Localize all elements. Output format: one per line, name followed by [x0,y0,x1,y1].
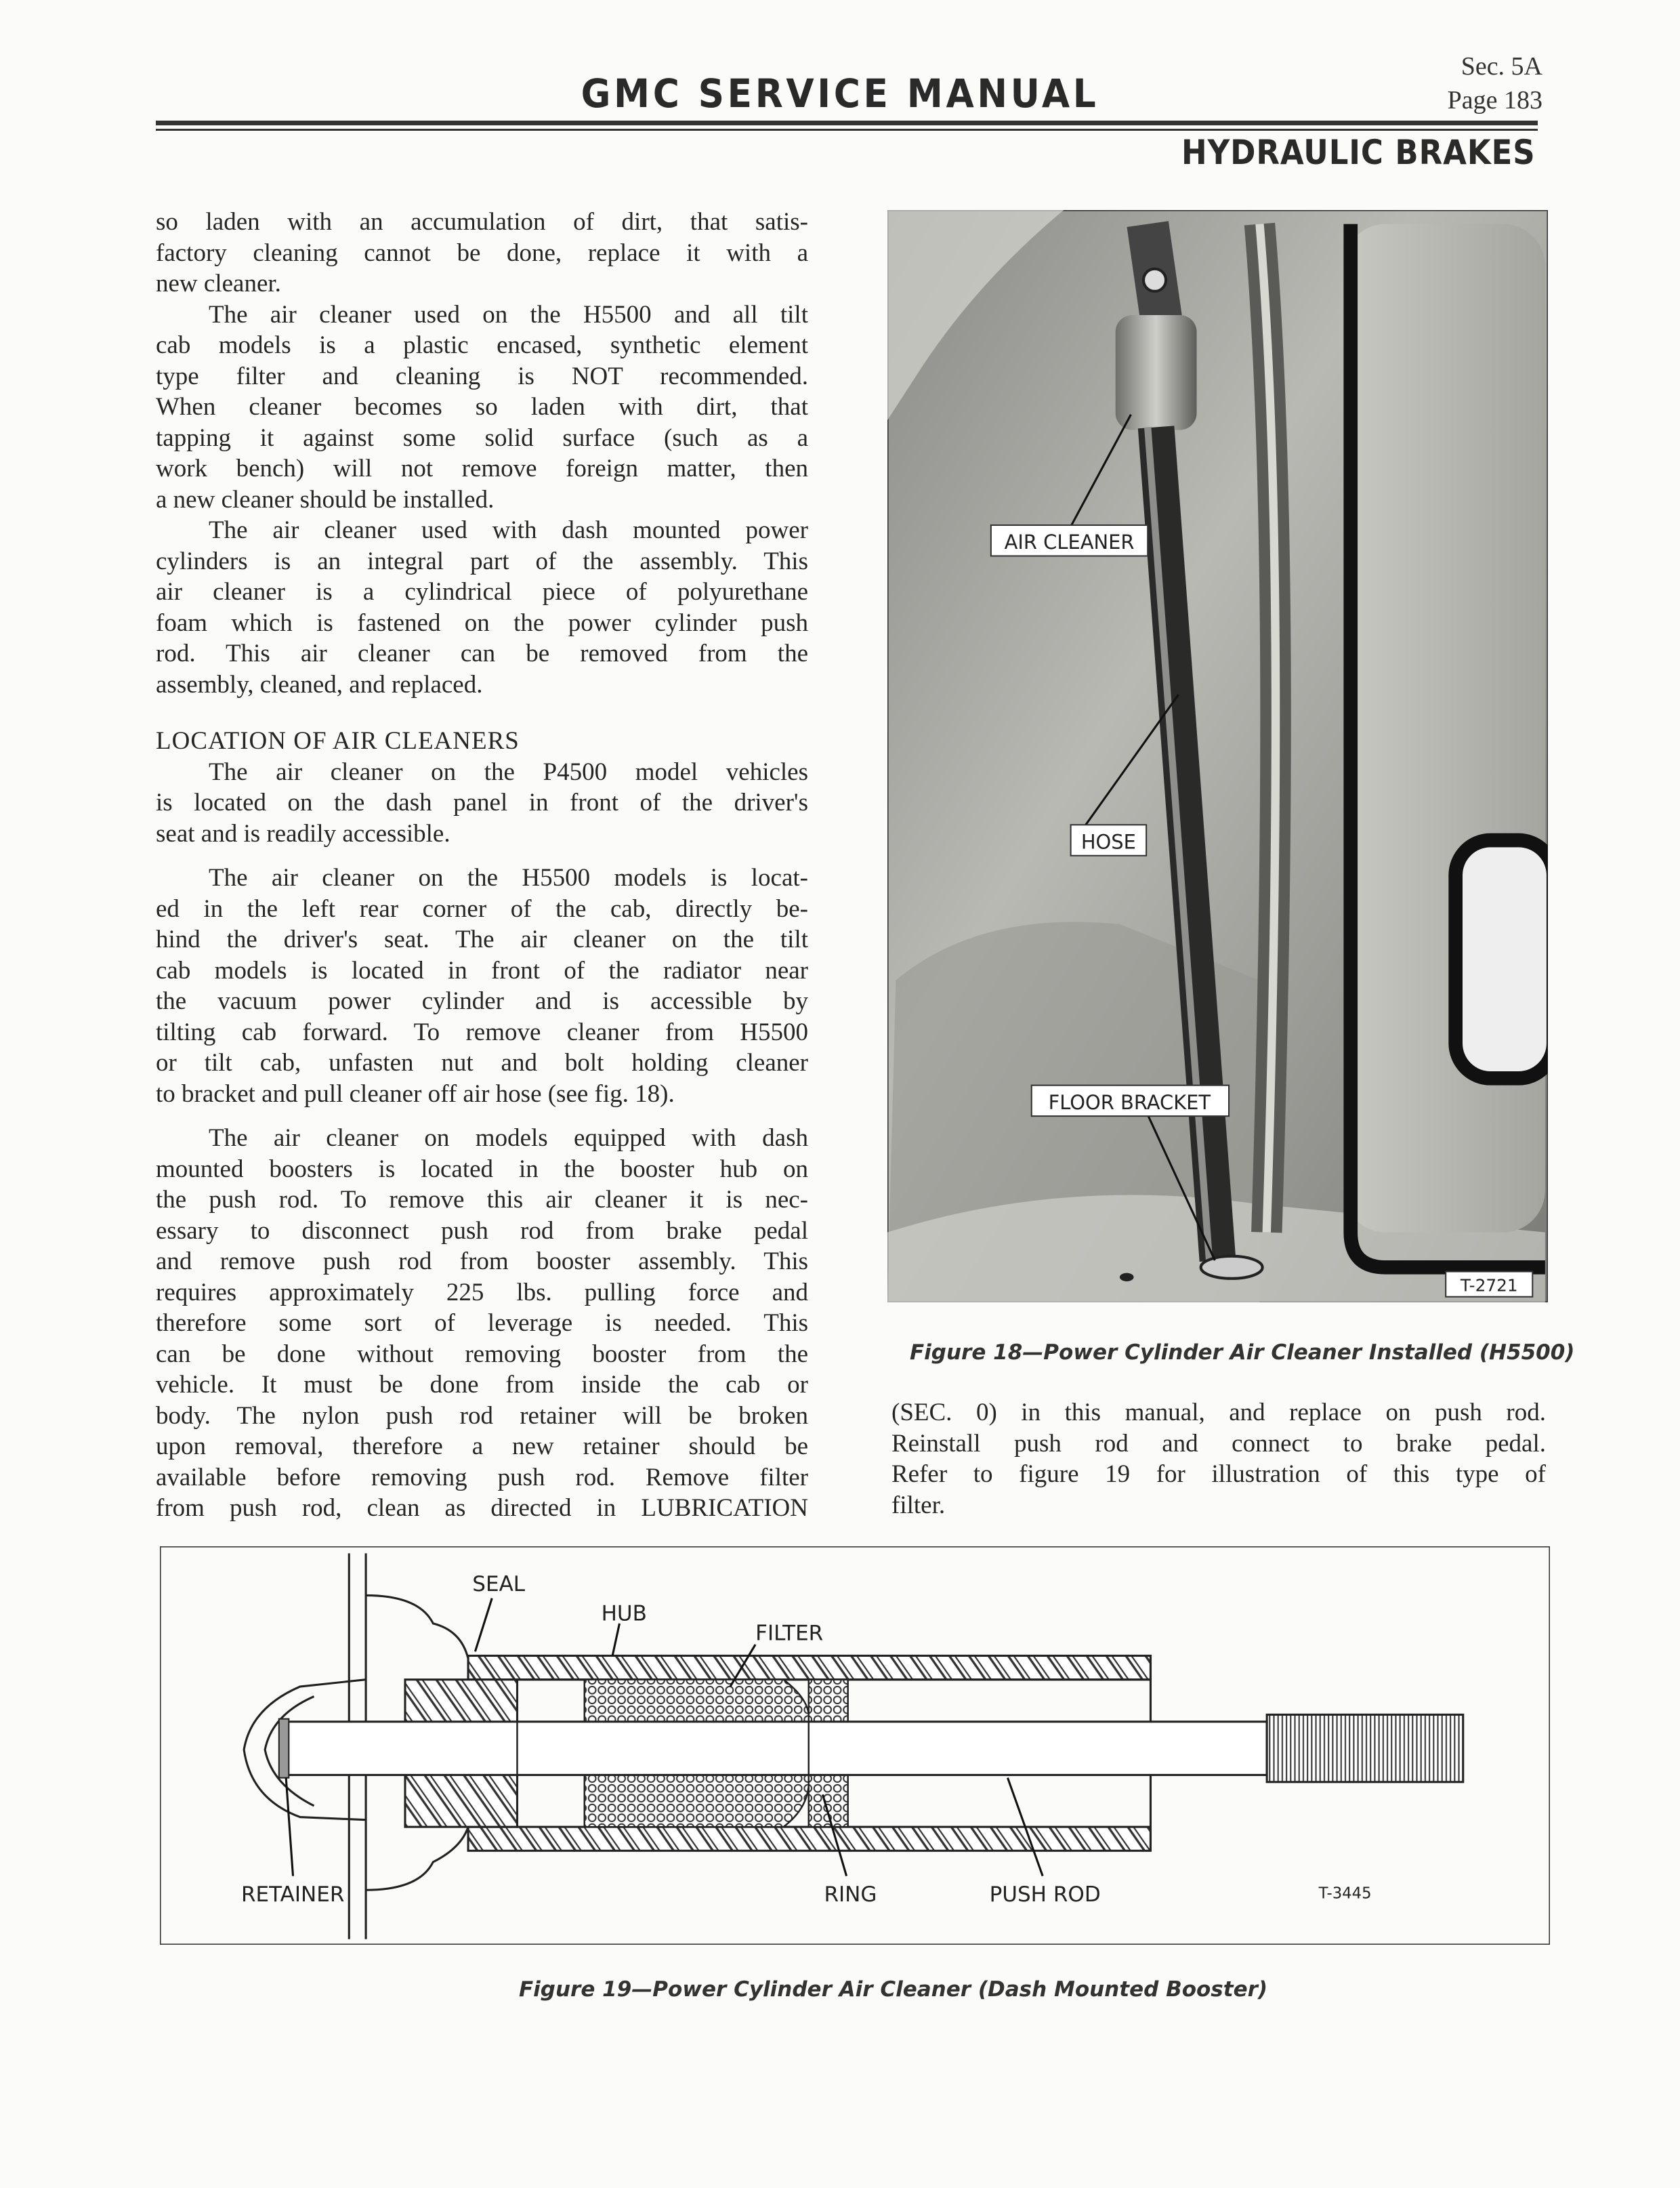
text-line: or tilt cab, unfasten nut and bolt holding cleaner [156,1049,808,1077]
text-line: body. The nylon push rod retainer will be broken [156,1401,808,1430]
figure-18-caption: Figure 18—Power Cylinder Air Cleaner Installed (H5500) [910,1340,1575,1365]
text-line: and remove push rod from booster assembly. This [156,1247,808,1275]
svg-text:HOSE: HOSE [1080,830,1136,854]
text-line: essary to disconnect push rod from brake pedal [156,1216,808,1245]
text-line: work bench) will not remove foreign matter, then [156,455,808,482]
text-line: the push rod. To remove this air cleaner it is nec- [156,1186,808,1214]
text-line: requires approximately 225 lbs. pulling force and [156,1278,808,1306]
text-line: When cleaner becomes so laden with dirt, that [156,393,808,421]
text-line: type filter and cleaning is NOT recommended. [156,362,808,390]
text-line: rod. This air cleaner can be removed from the [156,640,808,667]
text-line: cab models is a plastic encased, synthetic element [156,331,808,359]
text-line: filter. [891,1491,946,1519]
text-line: cylinders is an integral part of the assembly. This [156,547,808,575]
text-line: new cleaner. [156,270,281,297]
figure-19-caption: Figure 19—Power Cylinder Air Cleaner (Dash Mounted Booster) [519,1977,1268,2002]
text-line: The air cleaner on the P4500 model vehicles [209,758,808,786]
label-air-cleaner [991,525,1148,556]
text-line: Reinstall push rod and connect to brake pedal. [891,1429,1546,1458]
paragraph [156,1123,808,1524]
figure-code [1446,1272,1532,1297]
text-line: the vacuum power cylinder and is accessible by [156,987,808,1015]
text-line: Refer to figure 19 for illustration of this type of [891,1460,1546,1488]
page-number: Page 183 [1447,86,1542,115]
text-line: The air cleaner used with dash mounted power [209,516,808,544]
text-line: a new cleaner should be installed. [156,485,495,514]
svg-text:T-2721: T-2721 [1460,1275,1518,1296]
text-line: ed in the left rear corner of the cab, directly be- [156,894,808,923]
text-line: so laden with an accumulation of dirt, that satis- [156,208,808,236]
left-column [156,207,808,1524]
section-number: Sec. 5A [1461,52,1542,81]
text-line: tilting cab forward. To remove cleaner from H5500 [156,1018,808,1046]
label-retainer: RETAINER [240,1882,345,1907]
text-line: assembly, cleaned, and replaced. [156,670,483,699]
text-line: therefore some sort of leverage is needed. This [156,1309,808,1337]
paragraph [156,863,808,1109]
section-heading: LOCATION OF AIR CLEANERS [156,727,520,755]
label-hose [1071,825,1147,855]
text-line: available before removing push rod. Remove filter [156,1463,808,1491]
paragraph [156,300,808,516]
figure-18-photo [887,210,1548,1302]
text-line: foam which is fastened on the power cylinder push [156,608,808,637]
label-seal: SEAL [472,1572,526,1597]
text-line: The air cleaner used on the H5500 and all tilt [209,300,808,329]
text-line: factory cleaning cannot be done, replace it with a [156,239,808,267]
manual-title: GMC SERVICE MANUAL [581,70,1099,117]
header-rule-thin [156,129,1538,131]
paragraph [156,207,808,300]
text-line: cab models is located in front of the radiator near [156,956,808,985]
text-line: hind the driver's seat. The air cleaner on the tilt [156,926,808,953]
text-line: The air cleaner on models equipped with dash [209,1124,808,1152]
text-line: is located on the dash panel in front of the driver's [156,789,808,817]
label-floor-bracket [1032,1086,1229,1116]
label-hub: HUB [601,1601,647,1626]
label-ring: RING [824,1882,877,1907]
figure-code: T-3445 [1318,1884,1372,1903]
text-line: air cleaner is a cylindrical piece of polyurethane [156,578,808,606]
right-column [891,1397,1546,1521]
svg-text:FLOOR BRACKET: FLOOR BRACKET [1048,1090,1211,1114]
text-line: vehicle. It must be done from inside the cab or [156,1371,808,1399]
label-filter: FILTER [755,1621,824,1646]
header-rule [156,121,1538,125]
section-title: HYDRAULIC BRAKES [1181,133,1536,172]
text-line: The air cleaner on the H5500 models is locat- [209,864,808,892]
paragraph [156,515,808,700]
text-line: tapping it against some solid surface (such as a [156,424,808,452]
figure-19-diagram [160,1546,1550,1945]
text-line: (SEC. 0) in this manual, and replace on push rod. [891,1399,1546,1426]
text-line: from push rod, clean as directed in LUBRICATION [156,1494,808,1522]
text-line: upon removal, therefore a new retainer should be [156,1432,808,1460]
text-line: to bracket and pull cleaner off air hose (see fig. 18). [156,1079,675,1108]
svg-text:AIR CLEANER: AIR CLEANER [1004,531,1135,554]
text-line: seat and is readily accessible. [156,819,450,848]
paragraph [156,757,808,850]
text-line: mounted boosters is located in the booster hub on [156,1155,808,1183]
text-line: can be done without removing booster from the [156,1340,808,1368]
label-push-rod: PUSH ROD [989,1882,1101,1907]
